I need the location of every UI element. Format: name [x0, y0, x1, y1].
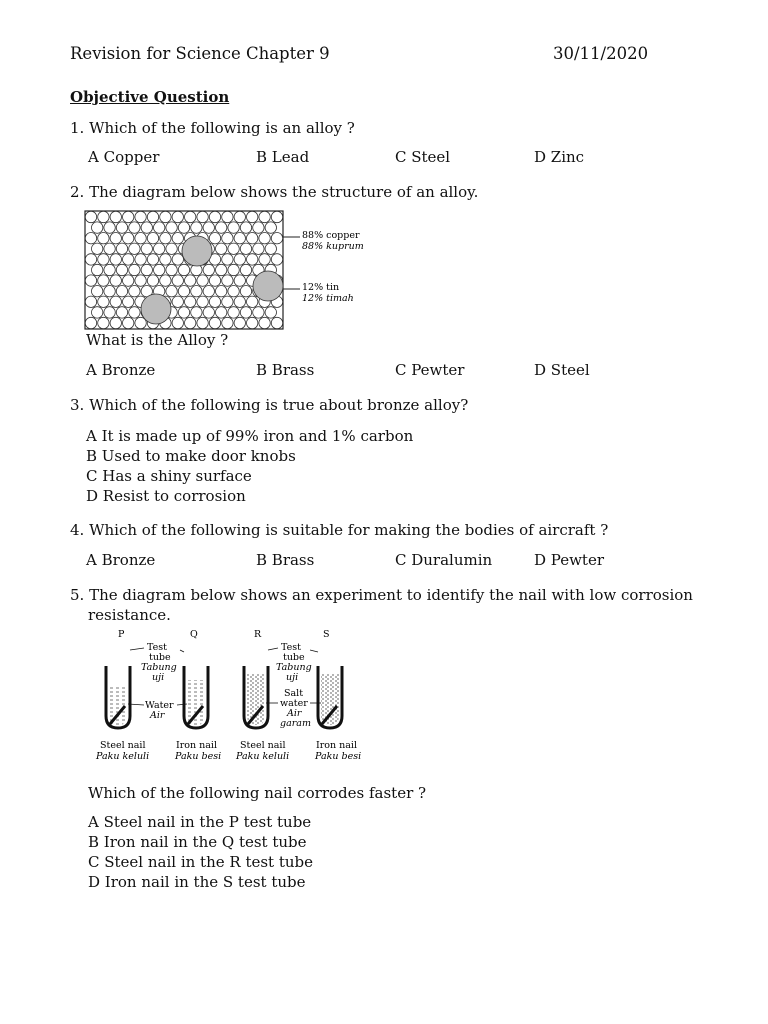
copper-atom	[147, 254, 158, 265]
copper-atom	[271, 233, 282, 244]
tin-label-ms: 12% timah	[302, 293, 354, 304]
test-tube-label-ms-1: Tabung	[141, 662, 177, 673]
copper-atom	[197, 275, 208, 286]
copper-atom	[123, 296, 134, 307]
copper-atom	[222, 317, 233, 328]
copper-atom	[209, 233, 220, 244]
copper-atom	[228, 243, 239, 254]
copper-atom	[104, 243, 115, 254]
copper-atom	[166, 286, 177, 297]
steel-nail-label-en-p: Steel nail	[100, 740, 146, 751]
copper-atom	[85, 233, 96, 244]
test-tube-p	[106, 666, 130, 728]
copper-atom	[166, 222, 177, 233]
steel-nail-label-en-r: Steel nail	[240, 740, 286, 751]
steel-nail-label-ms-r: Paku keluli	[236, 751, 290, 762]
copper-atom	[185, 296, 196, 307]
q1-option-a: A Copper	[88, 148, 160, 166]
copper-atom	[92, 264, 103, 275]
copper-atom	[116, 286, 127, 297]
salt-water-level	[247, 674, 265, 725]
q5-option-c: C Steel nail in the R test tube	[88, 853, 314, 871]
copper-atom	[216, 307, 227, 318]
copper-atom	[203, 286, 214, 297]
q4-option-a: A Bronze	[86, 551, 156, 569]
copper-atom	[259, 211, 270, 222]
q5-option-a: A Steel nail in the P test tube	[88, 813, 312, 831]
tin-label-en: 12% tin	[302, 282, 340, 293]
copper-atom	[135, 275, 146, 286]
copper-atom	[247, 296, 258, 307]
tube-label-r: R	[254, 629, 262, 640]
copper-atom	[92, 243, 103, 254]
copper-atom	[110, 211, 121, 222]
salt-water-label-ms-1: Air	[287, 708, 302, 719]
iron-nail-label-ms-q: Paku besi	[175, 751, 222, 762]
copper-atom	[172, 317, 183, 328]
copper-atom	[197, 296, 208, 307]
copper-atom	[253, 243, 264, 254]
copper-label-ms: 88% kuprum	[302, 241, 364, 252]
copper-atom	[178, 264, 189, 275]
copper-atom	[209, 317, 220, 328]
copper-atom	[135, 211, 146, 222]
copper-atom	[265, 222, 276, 233]
copper-atom	[234, 254, 245, 265]
copper-atom	[178, 286, 189, 297]
test-tube-figure	[92, 626, 362, 766]
copper-atom	[234, 275, 245, 286]
tin-atom	[141, 294, 171, 324]
copper-atom	[265, 307, 276, 318]
copper-atom	[129, 286, 140, 297]
copper-atom	[234, 233, 245, 244]
copper-atom	[98, 254, 109, 265]
copper-atom	[197, 211, 208, 222]
copper-atom	[203, 307, 214, 318]
copper-atom	[98, 275, 109, 286]
copper-atom	[92, 307, 103, 318]
tin-atom	[182, 236, 212, 266]
copper-atom	[141, 264, 152, 275]
copper-atom	[203, 222, 214, 233]
copper-atom	[178, 307, 189, 318]
copper-atom	[141, 243, 152, 254]
q2-option-c: C Pewter	[395, 361, 465, 379]
test-tube-s	[318, 666, 342, 728]
q5-option-b: B Iron nail in the Q test tube	[88, 833, 307, 851]
tube-label-s: S	[323, 629, 330, 640]
q5-option-d: D Iron nail in the S test tube	[88, 873, 306, 891]
copper-atom	[234, 211, 245, 222]
q4-option-c: C Duralumin	[395, 551, 493, 569]
iron-nail-label-en-s: Iron nail	[316, 740, 358, 751]
alloy-structure-diagram	[84, 210, 370, 332]
question-5-text-cont: resistance.	[88, 606, 171, 624]
copper-atom	[116, 222, 127, 233]
test-tube-label-ms-2: uji	[152, 672, 165, 683]
salt-water-level	[321, 674, 339, 725]
lattice-atoms	[85, 211, 282, 328]
copper-atom	[240, 286, 251, 297]
copper-atom	[154, 243, 165, 254]
copper-atom	[160, 233, 171, 244]
copper-atom	[271, 211, 282, 222]
copper-atom	[216, 264, 227, 275]
water-label-en: Water	[145, 700, 174, 711]
copper-atom	[129, 222, 140, 233]
water-level	[187, 680, 205, 725]
test-tube-label-ms-2-right: uji	[286, 672, 299, 683]
copper-atom	[85, 254, 96, 265]
copper-atom	[259, 254, 270, 265]
copper-atom	[234, 317, 245, 328]
copper-label-en: 88% copper	[302, 230, 360, 241]
question-3-text: 3. Which of the following is true about bronze alloy?	[70, 396, 469, 414]
copper-atom	[222, 211, 233, 222]
copper-atom	[160, 211, 171, 222]
iron-nail-label-en-q: Iron nail	[176, 740, 218, 751]
corrosion-experiment-diagram	[92, 626, 362, 766]
copper-atom	[98, 211, 109, 222]
copper-atom	[203, 264, 214, 275]
q1-option-b: B Lead	[256, 148, 310, 166]
q3-option-a: A It is made up of 99% iron and 1% carbon	[86, 427, 414, 445]
copper-atom	[98, 317, 109, 328]
q4-option-d: D Pewter	[534, 551, 605, 569]
copper-atom	[116, 243, 127, 254]
copper-atom	[185, 275, 196, 286]
q2-option-a: A Bronze	[86, 361, 156, 379]
water-label-ms: Air	[150, 710, 165, 721]
copper-atom	[209, 296, 220, 307]
copper-atom	[240, 264, 251, 275]
question-4-text: 4. Which of the following is suitable for making the bodies of aircraft ?	[70, 521, 609, 539]
page-date: 30/11/2020	[553, 44, 649, 63]
q2-option-b: B Brass	[256, 361, 315, 379]
copper-atom	[110, 254, 121, 265]
copper-atom	[85, 296, 96, 307]
copper-atom	[123, 211, 134, 222]
copper-atom	[271, 254, 282, 265]
copper-atom	[222, 275, 233, 286]
copper-atom	[172, 296, 183, 307]
test-tube-label-en-1-right: Test	[281, 642, 301, 653]
copper-atom	[104, 264, 115, 275]
copper-atom	[123, 254, 134, 265]
copper-atom	[85, 211, 96, 222]
copper-atom	[247, 211, 258, 222]
copper-atom	[129, 243, 140, 254]
copper-atom	[191, 307, 202, 318]
copper-atom	[129, 307, 140, 318]
copper-atom	[104, 286, 115, 297]
copper-atom	[216, 222, 227, 233]
question-2-subquestion: What is the Alloy ?	[86, 331, 229, 349]
q4-option-b: B Brass	[256, 551, 315, 569]
test-tube-q	[184, 666, 208, 728]
q3-option-b: B Used to make door knobs	[86, 447, 296, 465]
copper-atom	[240, 222, 251, 233]
test-tube-label-en-2-right: tube	[283, 652, 305, 663]
copper-atom	[259, 317, 270, 328]
copper-atom	[185, 317, 196, 328]
test-tube-r	[244, 666, 268, 728]
copper-atom	[123, 233, 134, 244]
copper-atom	[98, 233, 109, 244]
copper-atom	[129, 264, 140, 275]
copper-atom	[216, 286, 227, 297]
salt-water-label-en-2: water	[280, 698, 308, 709]
copper-atom	[104, 307, 115, 318]
copper-atom	[265, 243, 276, 254]
test-tube-label-en-1: Test	[147, 642, 167, 653]
copper-atom	[98, 296, 109, 307]
copper-atom	[172, 233, 183, 244]
copper-atom	[271, 317, 282, 328]
copper-atom	[216, 243, 227, 254]
copper-atom	[147, 275, 158, 286]
copper-atom	[253, 222, 264, 233]
question-2-text: 2. The diagram below shows the structure of an alloy.	[70, 183, 479, 201]
copper-atom	[123, 317, 134, 328]
copper-atom	[178, 222, 189, 233]
copper-atom	[135, 254, 146, 265]
q1-option-d: D Zinc	[534, 148, 585, 166]
copper-atom	[110, 275, 121, 286]
q1-option-c: C Steel	[395, 148, 451, 166]
copper-atom	[222, 296, 233, 307]
copper-atom	[228, 286, 239, 297]
copper-atom	[85, 275, 96, 286]
copper-atom	[160, 275, 171, 286]
copper-atom	[147, 211, 158, 222]
copper-atom	[110, 317, 121, 328]
copper-atom	[172, 211, 183, 222]
question-1-text: 1. Which of the following is an alloy ?	[70, 119, 355, 137]
copper-atom	[228, 222, 239, 233]
copper-atom	[166, 243, 177, 254]
alloy-lattice-figure	[84, 210, 370, 332]
copper-atom	[147, 233, 158, 244]
iron-nail-label-ms-s: Paku besi	[315, 751, 362, 762]
salt-water-label-ms-2: garam	[280, 718, 311, 729]
copper-atom	[222, 254, 233, 265]
copper-atom	[160, 254, 171, 265]
steel-nail-label-ms-p: Paku keluli	[96, 751, 150, 762]
copper-atom	[197, 317, 208, 328]
copper-atom	[228, 264, 239, 275]
copper-atom	[116, 307, 127, 318]
copper-atom	[240, 307, 251, 318]
copper-atom	[85, 317, 96, 328]
copper-atom	[123, 275, 134, 286]
copper-atom	[253, 307, 264, 318]
copper-atom	[234, 296, 245, 307]
copper-atom	[228, 307, 239, 318]
q2-option-d: D Steel	[534, 361, 590, 379]
page-title: Revision for Science Chapter 9	[70, 44, 330, 63]
copper-atom	[154, 264, 165, 275]
salt-water-label-en-1: Salt	[284, 688, 304, 699]
copper-atom	[240, 243, 251, 254]
copper-atom	[154, 222, 165, 233]
copper-atom	[141, 222, 152, 233]
copper-atom	[247, 254, 258, 265]
tube-label-q: Q	[190, 629, 198, 640]
tube-label-p: P	[118, 629, 125, 640]
section-title: Objective Question	[70, 88, 230, 106]
test-tube-label-ms-1-right: Tabung	[276, 662, 312, 673]
copper-atom	[110, 233, 121, 244]
copper-atom	[166, 264, 177, 275]
copper-atom	[135, 233, 146, 244]
copper-atom	[185, 211, 196, 222]
copper-atom	[259, 233, 270, 244]
copper-atom	[222, 233, 233, 244]
copper-atom	[172, 254, 183, 265]
copper-atom	[191, 286, 202, 297]
copper-atom	[209, 275, 220, 286]
copper-atom	[92, 222, 103, 233]
copper-atom	[191, 222, 202, 233]
copper-atom	[209, 211, 220, 222]
q3-option-c: C Has a shiny surface	[86, 467, 252, 485]
copper-atom	[92, 286, 103, 297]
tin-atom	[253, 271, 283, 301]
copper-atom	[172, 275, 183, 286]
copper-atom	[110, 296, 121, 307]
test-tube-label-en-2: tube	[149, 652, 171, 663]
q3-option-d: D Resist to corrosion	[86, 487, 246, 505]
copper-atom	[247, 317, 258, 328]
question-5-text: 5. The diagram below shows an experiment to identify the nail with low corrosion	[70, 586, 693, 604]
copper-atom	[247, 233, 258, 244]
copper-atom	[116, 264, 127, 275]
copper-atom	[104, 222, 115, 233]
question-5-subquestion: Which of the following nail corrodes faster ?	[88, 784, 427, 802]
